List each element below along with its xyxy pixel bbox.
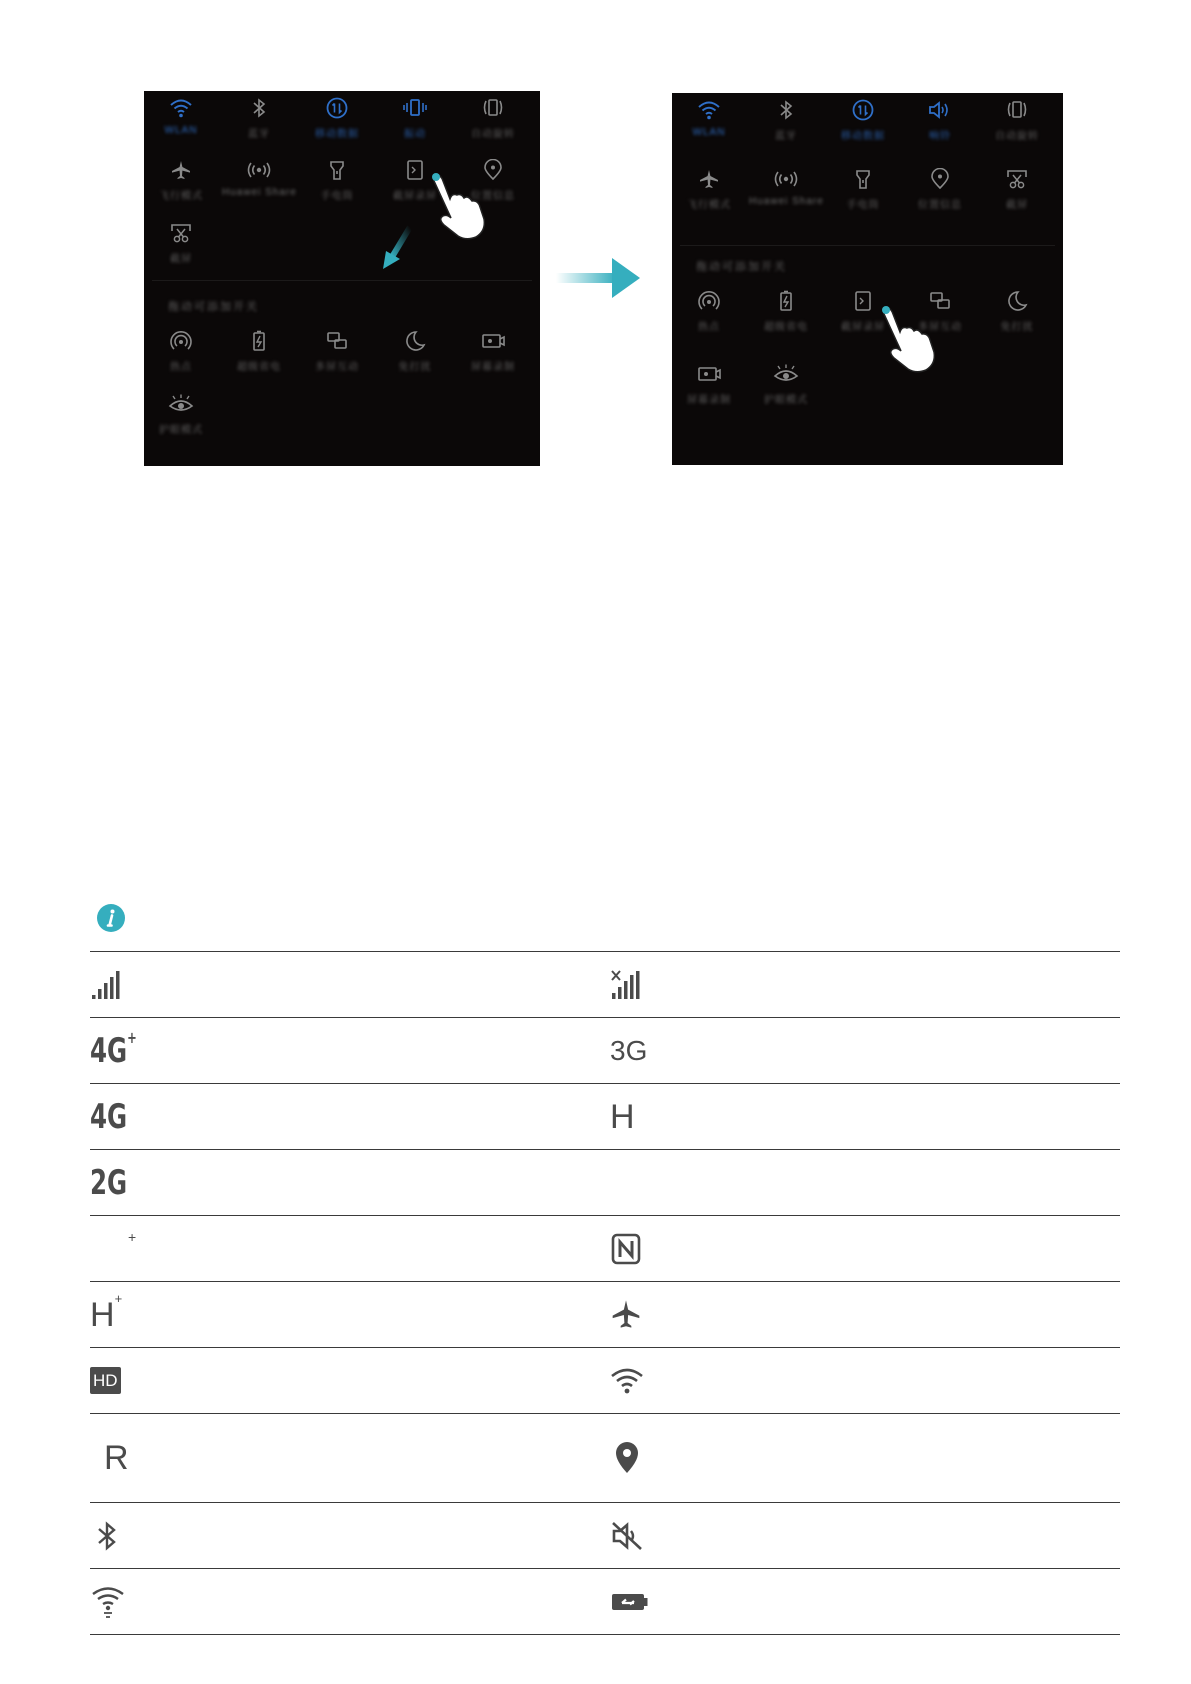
hotspot-tile[interactable] [672, 290, 746, 333]
tile-label: 免打扰 [398, 362, 432, 373]
tile-label: 截屏录屏 [841, 322, 885, 333]
table-row [90, 1414, 1120, 1503]
screenshot-record-icon [851, 290, 875, 312]
4g-plus-icon [90, 1027, 137, 1071]
tile-label: 免打扰 [1000, 322, 1034, 333]
tile-label: WLAN [692, 127, 726, 138]
airplane-icon [697, 168, 721, 190]
nfc-icon [610, 1233, 642, 1265]
speaker-icon [927, 99, 953, 121]
ultra-power-saving-tile[interactable] [222, 330, 296, 373]
tile-label: 截屏 [170, 254, 192, 265]
hotspot-icon [169, 330, 193, 352]
plus-icon [90, 1229, 137, 1263]
tile-label: 超级省电 [764, 322, 808, 333]
table-row [90, 1282, 1120, 1348]
table-cell [90, 1348, 610, 1414]
table-cell [90, 1414, 610, 1503]
h-icon: H [610, 1097, 635, 1136]
eye-icon [168, 393, 194, 415]
tile-label: 移动数据 [315, 129, 359, 140]
tile-label: 截屏录屏 [393, 191, 437, 202]
table-row [90, 1084, 1120, 1150]
table-cell [610, 1018, 1120, 1084]
table-row [90, 1216, 1120, 1282]
eye-comfort-tile[interactable] [144, 393, 218, 436]
tile-label: WLAN [164, 125, 198, 136]
table-cell [90, 952, 610, 1018]
tile-label: 截屏 [1006, 200, 1028, 211]
wifi-icon [610, 1367, 644, 1395]
table-cell [610, 1084, 1120, 1150]
multi-screen-icon [325, 330, 349, 352]
h-plus-text: H [90, 1295, 115, 1334]
location-icon [928, 168, 952, 190]
h-plus-icon [90, 1290, 123, 1334]
moon-icon [403, 330, 427, 352]
tile-label: 多屏互动 [315, 362, 359, 373]
h-plus-superscript: + [114, 1290, 123, 1306]
airplane-icon [610, 1299, 642, 1331]
do-not-disturb-tile[interactable] [980, 290, 1054, 333]
sound-tile[interactable] [903, 99, 977, 142]
3g-icon: 3G [610, 1034, 648, 1066]
tile-label: 蓝牙 [248, 129, 270, 140]
vibrate-tile[interactable] [378, 97, 452, 140]
ultra-power-saving-tile[interactable] [749, 290, 823, 333]
tile-label: Huawei Share [749, 196, 824, 207]
table-cell [90, 1282, 610, 1348]
4g-plus-text: 4G [90, 1030, 128, 1071]
section-heading: 拖动可添加开关 [168, 301, 259, 313]
table-row [90, 1348, 1120, 1414]
table-cell [610, 1414, 1120, 1503]
quick-settings-panel-after [672, 93, 1063, 465]
screen-recording-tile[interactable] [672, 363, 746, 406]
table-cell [90, 1018, 610, 1084]
tile-label: 位置信息 [918, 200, 962, 211]
location-tile[interactable] [903, 168, 977, 211]
auto-rotate-tile[interactable] [456, 97, 530, 140]
quick-settings-panel-before [144, 91, 540, 466]
huawei-share-icon [246, 159, 272, 181]
table-cell [90, 1569, 610, 1635]
mobile-data-tile[interactable] [300, 97, 374, 140]
flashlight-icon [851, 168, 875, 190]
bluetooth-icon [90, 1520, 124, 1552]
moon-icon [1005, 290, 1029, 312]
bluetooth-icon [774, 99, 798, 121]
screenshot-record-icon [403, 159, 427, 181]
4g-plus-superscript: + [127, 1027, 137, 1047]
battery-saver-icon [774, 290, 798, 312]
tile-label: 位置信息 [471, 191, 515, 202]
tile-label: 屏幕录制 [471, 362, 515, 373]
status-icon-table [90, 951, 1120, 1635]
hotspot-tile[interactable] [144, 330, 218, 373]
mute-icon [610, 1520, 644, 1552]
plus-superscript: + [128, 1229, 137, 1245]
signal-strength-icon [90, 969, 126, 1001]
tile-label: 自动旋转 [471, 129, 515, 140]
tile-label: 热点 [698, 322, 720, 333]
table-cell [90, 1084, 610, 1150]
location-icon [610, 1441, 644, 1475]
eye-comfort-tile[interactable] [749, 363, 823, 406]
table-cell [610, 1569, 1120, 1635]
tile-label: 自动旋转 [995, 131, 1039, 142]
screen-recording-tile[interactable] [456, 330, 530, 373]
table-cell [90, 1216, 610, 1282]
screenshot-tile[interactable] [144, 222, 218, 265]
tile-label: 振动 [404, 129, 426, 140]
flashlight-icon [325, 159, 349, 181]
tile-label: 手电筒 [320, 191, 354, 202]
table-cell [610, 1216, 1120, 1282]
tile-label: 屏幕录制 [687, 395, 731, 406]
tile-label: 飞行模式 [159, 191, 203, 202]
table-cell [610, 1282, 1120, 1348]
flashlight-tile[interactable] [826, 168, 900, 211]
airplane-icon [169, 159, 193, 181]
wlan-tile[interactable] [672, 99, 746, 138]
flashlight-tile[interactable] [300, 159, 374, 202]
table-cell [90, 1150, 610, 1216]
2g-icon: 2G [90, 1162, 128, 1203]
table-cell [610, 1348, 1120, 1414]
mobile-data-icon [851, 99, 875, 121]
table-row [90, 1018, 1120, 1084]
section-heading: 拖动可添加开关 [696, 261, 787, 273]
huawei-share-tile[interactable] [222, 159, 296, 198]
video-camera-icon [696, 363, 722, 385]
scissors-screenshot-icon [1005, 168, 1029, 190]
battery-charging-icon [610, 1590, 650, 1614]
bluetooth-tile[interactable] [222, 97, 296, 140]
tile-label: 护眼模式 [764, 395, 808, 406]
tile-label: 超级省电 [237, 362, 281, 373]
screenshot-tile[interactable] [980, 168, 1054, 211]
do-not-disturb-tile[interactable] [378, 330, 452, 373]
mobile-data-icon [325, 97, 349, 119]
eye-icon [773, 363, 799, 385]
bluetooth-tile[interactable] [749, 99, 823, 142]
vibrate-icon [402, 97, 428, 119]
scissors-screenshot-icon [169, 222, 193, 244]
pointing-hand-icon [426, 173, 490, 241]
tile-label: 移动数据 [841, 131, 885, 142]
table-row [90, 1569, 1120, 1635]
table-cell [90, 1503, 610, 1569]
no-signal-icon [610, 969, 650, 1001]
airplane-tile[interactable] [672, 168, 746, 211]
wifi-hotspot-icon [90, 1586, 126, 1618]
tile-label: 响铃 [929, 131, 951, 142]
huawei-share-tile[interactable] [749, 168, 823, 207]
table-cell [610, 952, 1120, 1018]
wlan-tile[interactable] [144, 97, 218, 136]
next-step-arrow-icon [556, 256, 640, 300]
video-camera-icon [480, 330, 506, 352]
bluetooth-icon [247, 97, 271, 119]
tile-label: 热点 [170, 362, 192, 373]
4g-icon: 4G [90, 1096, 128, 1137]
info-icon [97, 904, 125, 932]
auto-rotate-tile[interactable] [980, 99, 1054, 142]
tile-label: Huawei Share [222, 187, 297, 198]
wifi-icon [697, 99, 721, 121]
table-row [90, 1503, 1120, 1569]
tile-label: 飞行模式 [687, 200, 731, 211]
table-row [90, 1150, 1120, 1216]
roaming-icon: R [104, 1439, 129, 1477]
pointing-hand-icon [876, 306, 940, 374]
wifi-icon [169, 97, 193, 119]
auto-rotate-icon [480, 97, 506, 119]
auto-rotate-icon [1004, 99, 1030, 121]
table-cell [610, 1150, 1120, 1216]
table-row [90, 952, 1120, 1018]
multi-screen-tile[interactable] [300, 330, 374, 373]
tile-label: 护眼模式 [159, 425, 203, 436]
huawei-share-icon [773, 168, 799, 190]
airplane-tile[interactable] [144, 159, 218, 202]
divider [680, 245, 1055, 246]
tile-label: 多屏互动 [918, 322, 962, 333]
table-cell [610, 1503, 1120, 1569]
hd-icon: HD [90, 1367, 121, 1394]
tile-label: 蓝牙 [775, 131, 797, 142]
divider [152, 280, 532, 281]
tile-label: 手电筒 [846, 200, 880, 211]
hotspot-icon [697, 290, 721, 312]
mobile-data-tile[interactable] [826, 99, 900, 142]
battery-saver-icon [247, 330, 271, 352]
drag-down-arrow-icon [380, 225, 414, 271]
